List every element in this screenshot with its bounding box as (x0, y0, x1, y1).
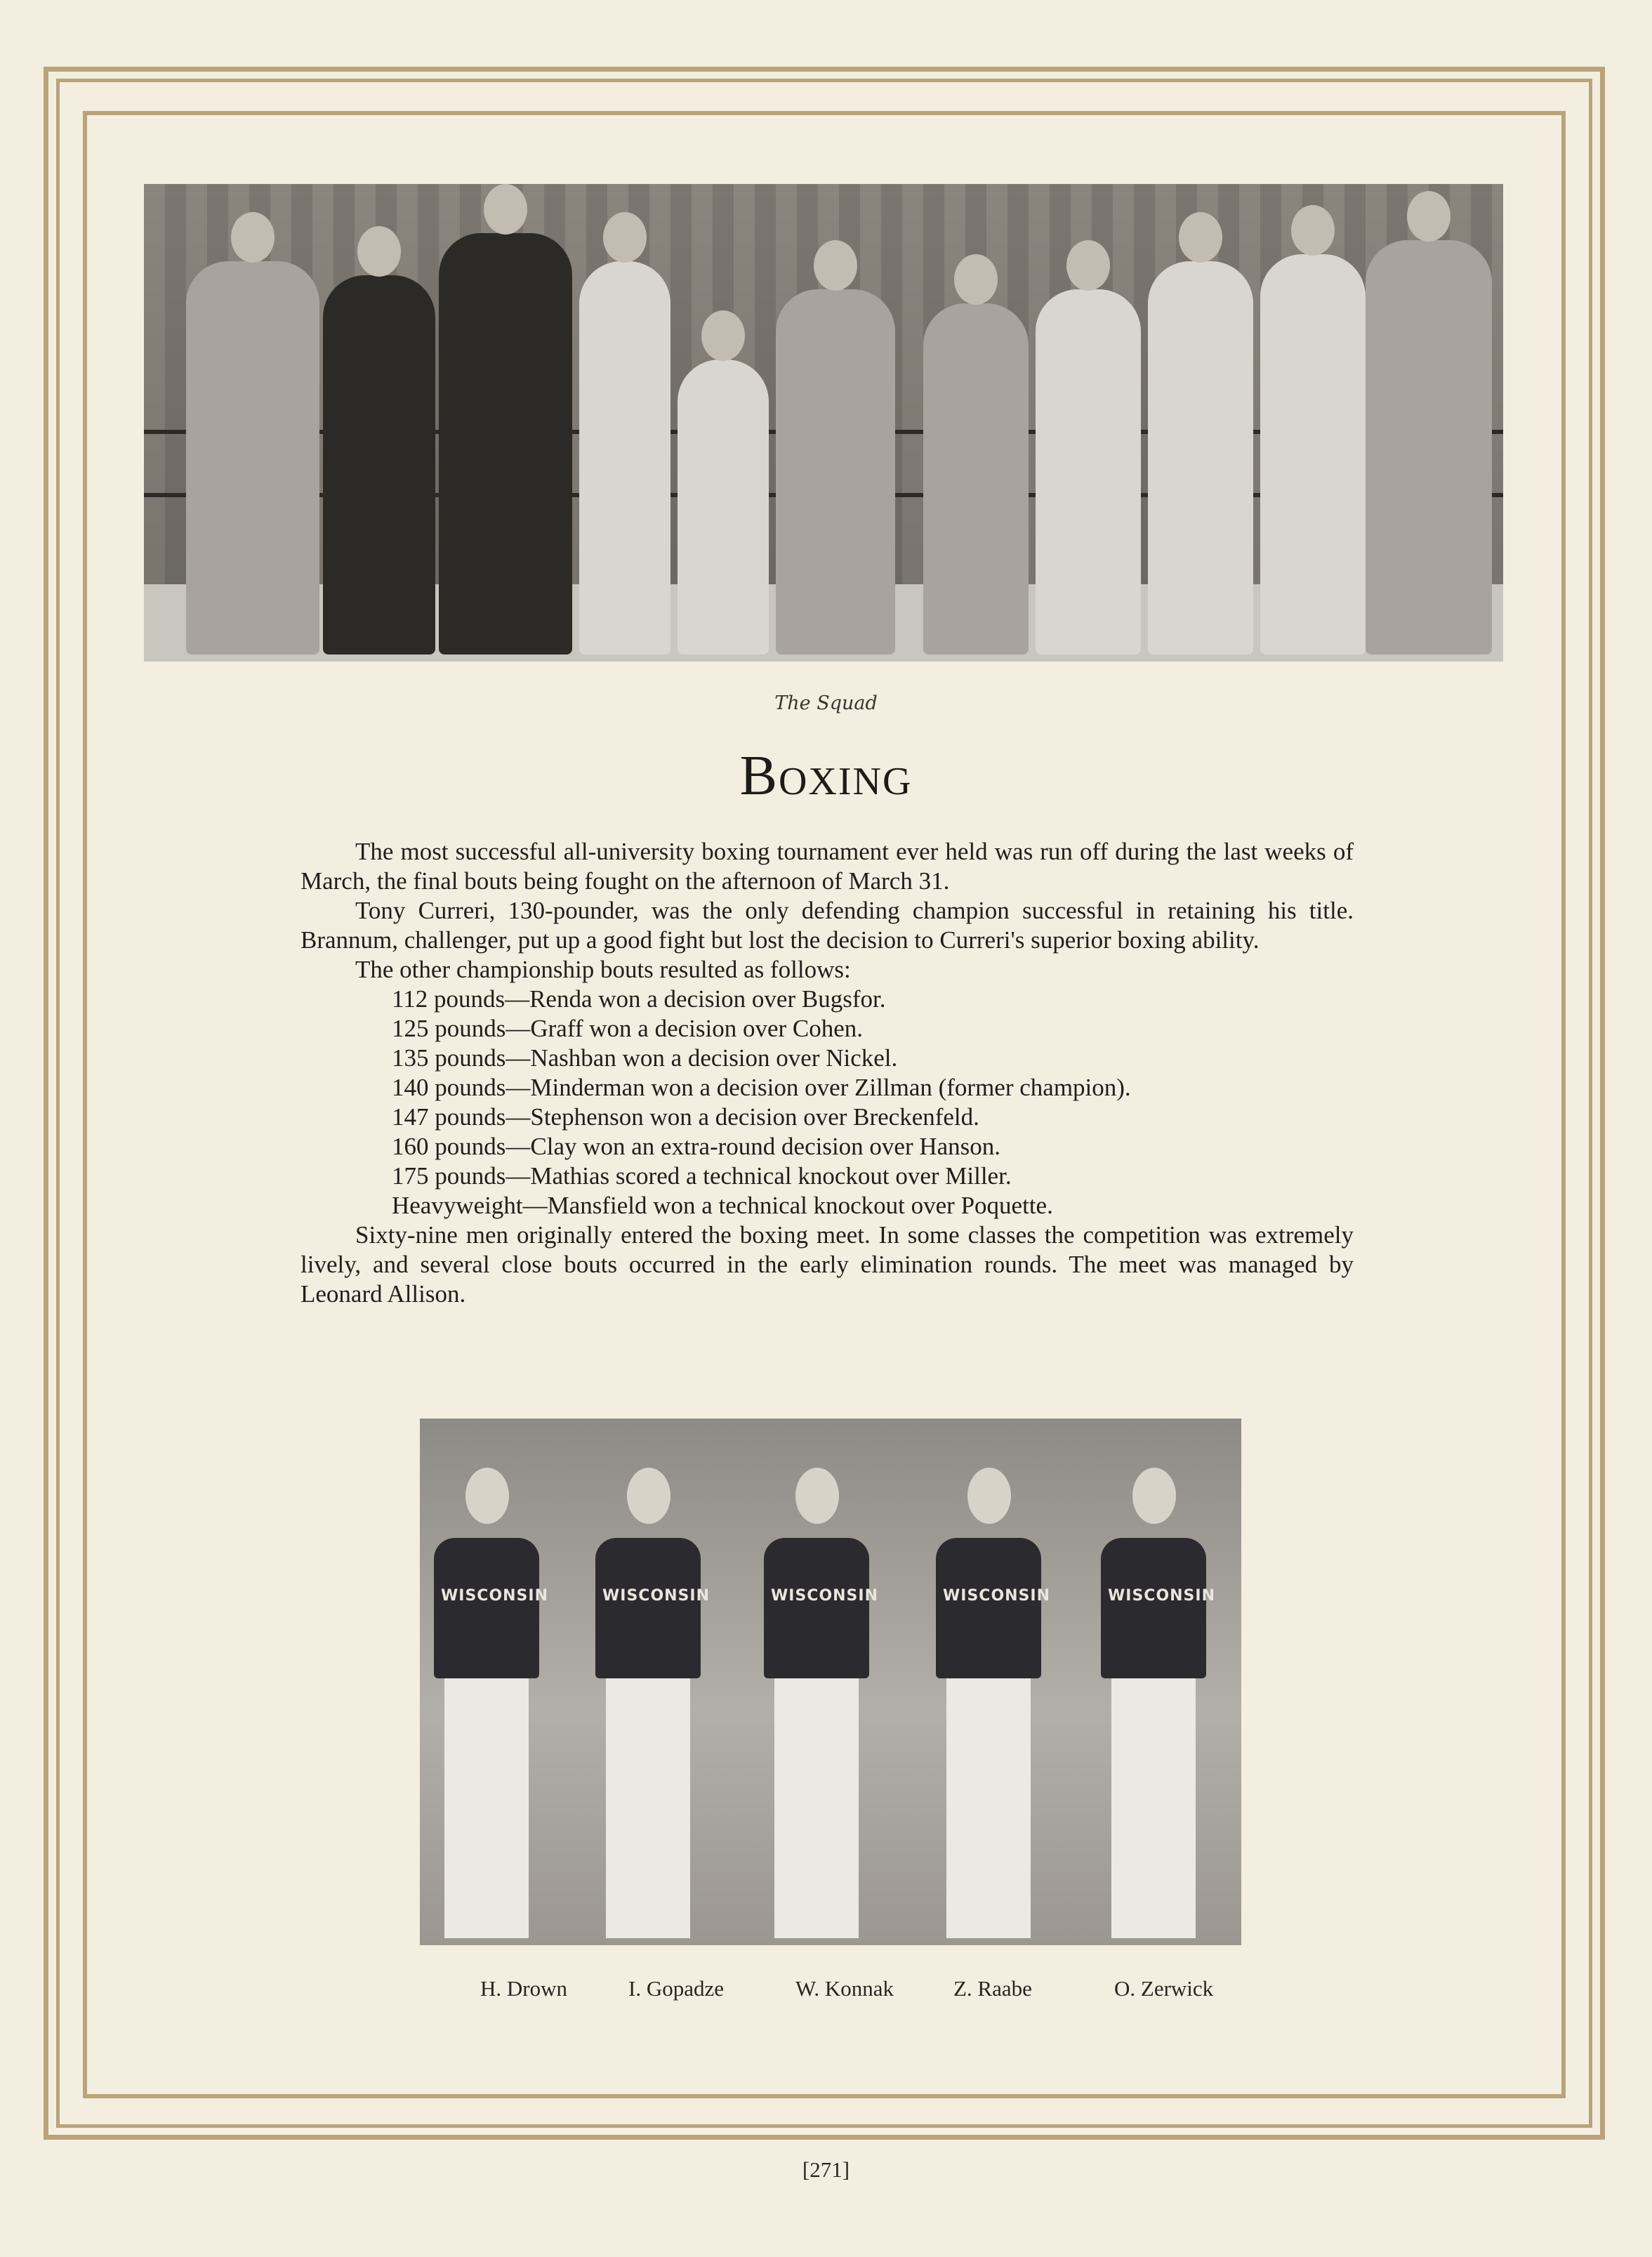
squad-photo (144, 184, 1503, 662)
boxer-figure (579, 261, 670, 654)
bout-result: 147 pounds—Stephenson won a decision over Breckenfeld. (392, 1103, 979, 1131)
boxer-figure (776, 289, 895, 654)
boxer-figure (1366, 240, 1492, 654)
bout-result: 140 pounds—Minderman won a decision over Zillman (former champion). (392, 1074, 1131, 1101)
boxer-figure (1148, 261, 1253, 654)
bout-result: 112 pounds—Renda won a decision over Bugsfor. (392, 985, 886, 1013)
page-title: Boxing (739, 745, 913, 807)
paragraph: The most successful all-university boxing tournament ever held was run off during the last weeks of March, the final bouts being fought on the afternoon of March 31. (300, 838, 1354, 895)
fencer-name: W. Konnak (795, 1976, 894, 2001)
fencer-name: H. Drown (480, 1976, 567, 2001)
bout-result: Heavyweight—Mansfield won a technical knockout over Poquette. (392, 1192, 1053, 1219)
bout-result: 135 pounds—Nashban won a decision over Nickel. (392, 1044, 898, 1072)
fencer-name: I. Gopadze (628, 1976, 724, 2001)
boxer-figure (323, 275, 435, 654)
squad-photo-caption: The Squad (774, 692, 878, 714)
fencer-figure (936, 1461, 1050, 1938)
sweater-lettering: WISCONSIN (441, 1587, 548, 1605)
page-number: [271] (802, 2157, 850, 2182)
paragraph: Tony Curreri, 130-pounder, was the only defending champion successful in retaining his title. Brannum, challenger, put up a good fight but lost the decision to Curreri's superior boxing ability. (300, 897, 1354, 954)
fencer-figure (595, 1461, 710, 1938)
bout-result: 175 pounds—Mathias scored a technical knockout over Miller. (392, 1162, 1012, 1190)
boxer-figure (678, 360, 769, 654)
bout-result: 125 pounds—Graff won a decision over Cohen. (392, 1015, 864, 1042)
sweater-lettering: WISCONSIN (771, 1587, 878, 1605)
boxer-figure (186, 261, 319, 654)
sweater-lettering: WISCONSIN (602, 1587, 710, 1605)
fencing-team-photo (420, 1419, 1241, 1945)
boxer-figure (1260, 254, 1366, 654)
sweater-lettering: WISCONSIN (1108, 1587, 1215, 1605)
coach-figure (439, 233, 572, 654)
article-body (300, 837, 1354, 1309)
paragraph: Sixty-nine men originally entered the boxing meet. In some classes the competition was extremely lively, and several close bouts occurred in the early elimination rounds. The meet was managed by Leonard Allison. (300, 1221, 1354, 1308)
fencer-figure (434, 1461, 548, 1938)
bout-result: 160 pounds—Clay won an extra-round decision over Hanson. (392, 1133, 1001, 1160)
paragraph: The other championship bouts resulted as follows: (355, 956, 851, 983)
boxer-figure (1036, 289, 1141, 654)
fencer-name: O. Zerwick (1114, 1976, 1214, 2001)
fencer-name: Z. Raabe (953, 1976, 1032, 2001)
bout-results-list (300, 985, 1354, 1220)
sweater-lettering: WISCONSIN (943, 1587, 1050, 1605)
boxer-figure (923, 303, 1029, 654)
fencer-figure (1101, 1461, 1215, 1938)
fencer-figure (764, 1461, 878, 1938)
